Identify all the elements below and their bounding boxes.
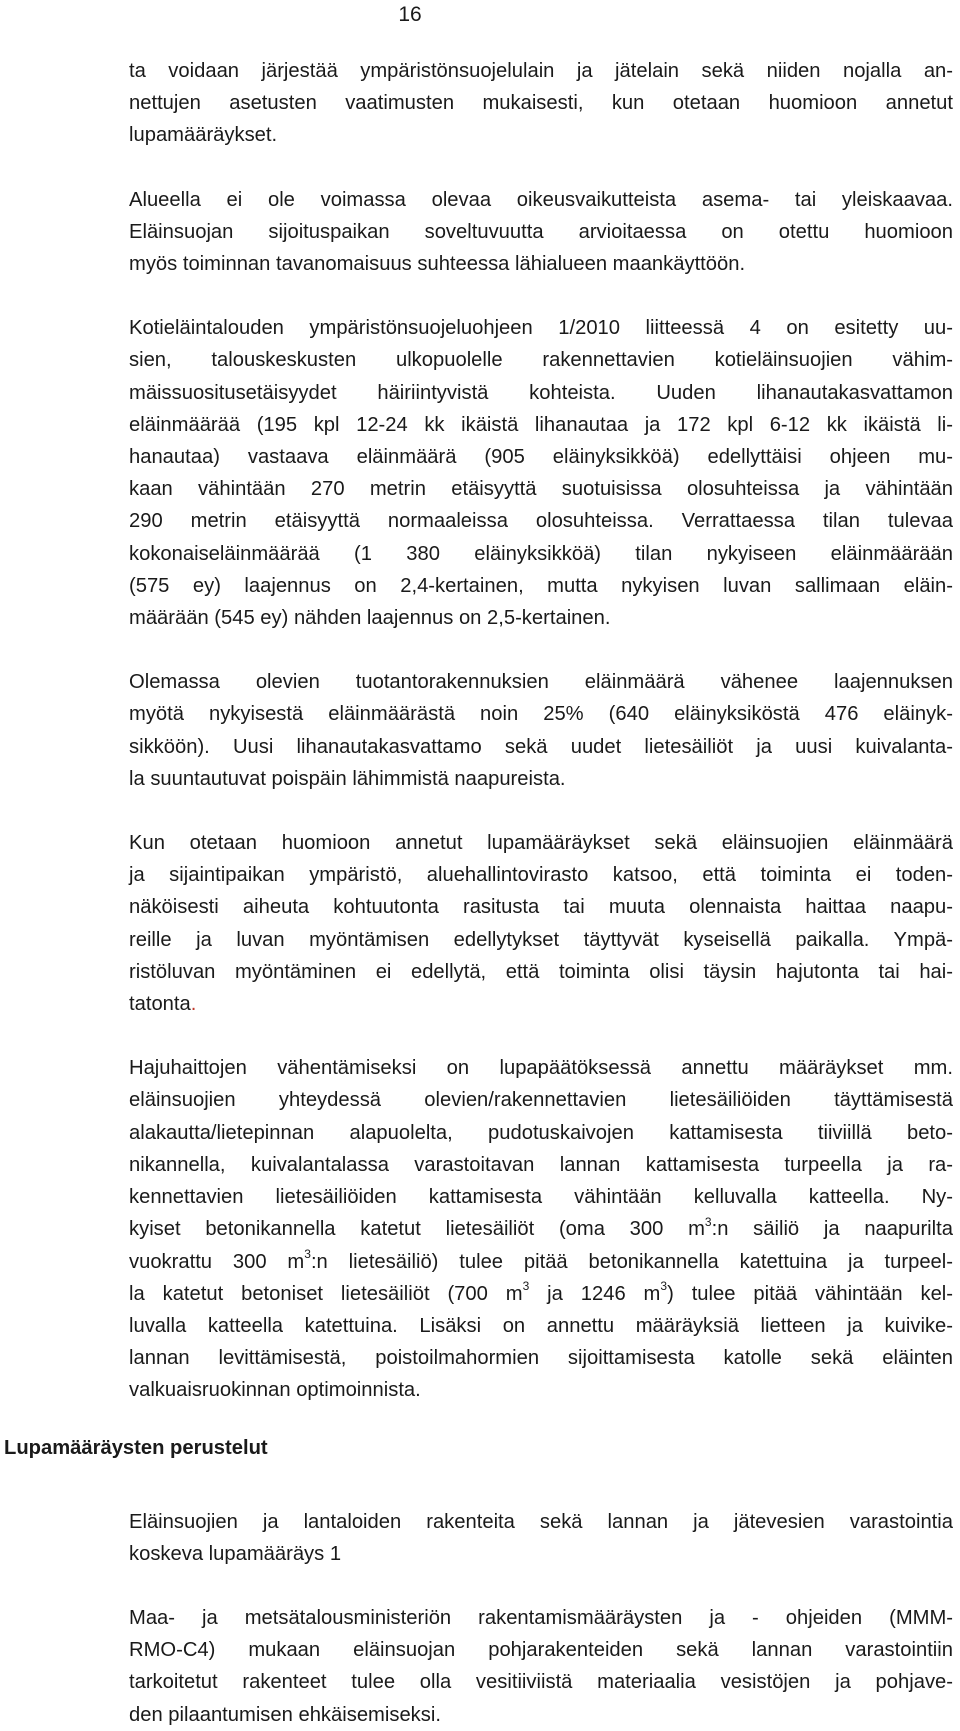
text-line: eläinsuojien yhteydessä olevien/rakennettavien lietesäiliöiden täyttämisestä [129,1089,953,1112]
text-line: määrään (545 ey) nähden laajennus on 2,5-kertainen. [129,607,611,630]
text-line: näköisesti aiheuta kohtuutonta rasitusta tai muuta olennaista haittaa naapu- [129,896,953,919]
text-line [129,1246,953,1278]
text-line: sien, talouskeskusten ulkopuolelle rakennettavien kotieläinsuojien vähim- [129,349,953,372]
text-line: 290 metrin etäisyyttä normaaleissa olosuhteissa. Verrattaessa tilan tulevaa [129,510,953,533]
paragraph-1 [129,55,953,152]
text-line: Olemassa olevien tuotantorakennuksien eläinmäärä vähenee laajennuksen [129,671,953,694]
text-fragment: vuokrattu 300 m [129,1250,305,1273]
text-line [129,1278,953,1310]
paragraph-3 [129,312,953,634]
text-line: valkuaisruokinnan optimoinnista. [129,1379,421,1402]
text-line: tarkoitetut rakenteet tulee olla vesitiiviistä materiaalia vesistöjen ja pohjave- [129,1671,953,1694]
document-body [129,55,953,1731]
paragraph-6 [129,1052,953,1406]
text-fragment: ) tulee pitää vähintään kel- [667,1282,953,1305]
text-line: alakautta/lietepinnan alapuolelta, pudotuskaivojen kattamisesta tiiviillä beto- [129,1121,953,1144]
text-line: Alueella ei ole voimassa olevaa oikeusvaikutteista asema- tai yleiskaavaa. [129,188,953,211]
text-line: myös toiminnan tavanomaisuus suhteessa lähialueen maankäyttöön. [129,253,746,276]
text-line: Eläinsuojien ja lantaloiden rakenteita sekä lannan ja jätevesien varastointia [129,1510,953,1533]
paragraph-2 [129,184,953,281]
text-line [129,1213,953,1245]
text-line: kaan vähintään 270 metrin etäisyyttä suotuisissa olosuhteissa ja vähintään [129,478,953,501]
text-fragment: la katetut betoniset lietesäiliöt (700 m [129,1282,523,1305]
text-line: kennettavien lietesäiliöiden kattamisesta vähintään kelluvalla katteella. Ny- [129,1186,953,1209]
section-heading-lupamaaraysten-perustelut: Lupamääräysten perustelut [4,1437,268,1459]
superscript: 3 [304,1246,311,1261]
text-line: Kun otetaan huomioon annetut lupamääräykset sekä eläinsuojien eläinmäärä [129,832,953,855]
text-line: den pilaantumisen ehkäisemiseksi. [129,1703,441,1726]
text-line: Eläinsuojan sijoituspaikan soveltuvuutta arvioitaessa on otettu huomioon [129,220,953,243]
text-line: reille ja luvan myöntämisen edellytykset täyttyvät kyseisellä paikalla. Ympä- [129,928,953,951]
paragraph-7 [129,1506,953,1570]
paragraph-4 [129,666,953,795]
text-fragment: ja 1246 m [529,1282,661,1305]
text-line: nettujen asetusten vaatimusten mukaisesti, kun otetaan huomioon annetut [129,92,953,115]
text-line: Kotieläintalouden ympäristönsuojeluohjeen 1/2010 liitteessä 4 on esitetty uu- [129,317,953,340]
text-fragment: kyiset betonikannella katetut lietesäiliöt (oma 300 m [129,1218,705,1241]
text-fragment: :n lietesäiliö) tulee pitää betonikannella katettuina ja turpeel- [310,1250,953,1273]
text-line [129,988,953,1020]
page-number: 16 [398,3,422,26]
text-line: mäissuositusetäisyydet häiriintyvistä kohteista. Uuden lihanautakasvattamon [129,381,953,404]
text-line: ja sijaintipaikan ympäristö, aluehallintovirasto katsoo, että toiminta ei toden- [129,864,953,887]
text-line: kokonaiseläinmäärää (1 380 eläinyksikköä) tilan nykyiseen eläinmäärään [129,542,953,565]
superscript: 3 [704,1214,712,1229]
superscript: 3 [660,1278,668,1293]
text-fragment: tatonta [129,993,191,1016]
text-line: luvalla katteella katettuina. Lisäksi on annettu määräyksiä lietteen ja kuivike- [129,1314,953,1337]
text-line: RMO-C4) mukaan eläinsuojan pohjarakenteiden sekä lannan varastointiin [129,1639,953,1662]
paragraph-8 [129,1602,953,1731]
text-fragment: :n säiliö ja naapurilta [711,1218,953,1241]
text-line: la suuntautuvat poispäin lähimmistä naapureista. [129,767,566,790]
text-line: ristöluvan myöntäminen ei edellytä, että toiminta olisi täysin hajutonta tai hai- [129,960,953,983]
text-line: sikköön). Uusi lihanautakasvattamo sekä uudet lietesäiliöt ja uusi kuivalanta- [129,735,953,758]
text-line: nikannella, kuivalantalassa varastoitavan lannan kattamisesta turpeella ja ra- [129,1153,953,1176]
superscript: 3 [522,1278,530,1293]
text-line: hanautaa) vastaava eläinmäärä (905 eläinyksikköä) edellyttäisi ohjeen mu- [129,446,953,469]
paragraph-5 [129,827,953,1020]
text-line: myötä nykyisestä eläinmäärästä noin 25% (640 eläinyksiköstä 476 eläinyk- [129,703,953,726]
text-fragment-period: . [190,993,197,1016]
text-line: (575 ey) laajennus on 2,4-kertainen, mutta nykyisen luvan sallimaan eläin- [129,574,953,597]
text-line: Hajuhaittojen vähentämiseksi on lupapäätöksessä annettu määräykset mm. [129,1057,953,1080]
text-line: ta voidaan järjestää ympäristönsuojelulain ja jätelain sekä niiden nojalla an- [129,60,953,82]
text-line: lannan levittämisestä, poistoilmahormien sijoittamisesta katolle sekä eläinten [129,1347,953,1370]
text-line: Maa- ja metsätalousministeriön rakentamismääräysten ja - ohjeiden (MMM- [129,1606,953,1629]
text-line: eläinmäärää (195 kpl 12-24 kk ikäistä lihanautaa ja 172 kpl 6-12 kk ikäistä li- [129,413,953,436]
text-line: lupamääräykset. [129,124,278,147]
text-line: koskeva lupamääräys 1 [129,1542,342,1565]
